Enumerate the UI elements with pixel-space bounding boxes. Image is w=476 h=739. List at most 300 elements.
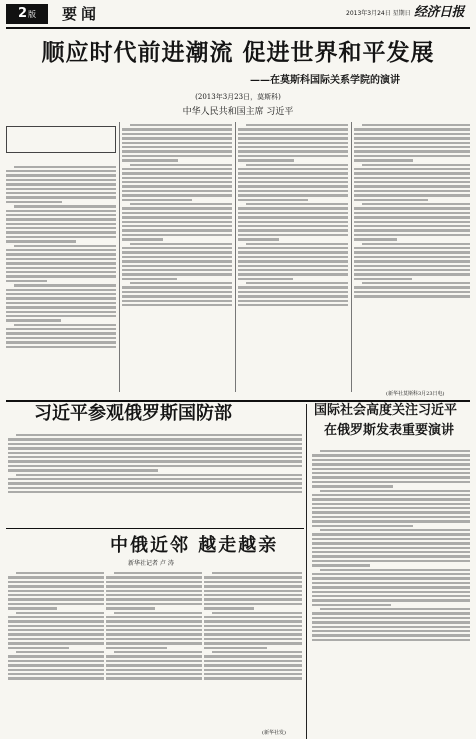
text-line [130,164,232,166]
text-line [238,278,293,280]
text-line [106,629,202,631]
text-line [14,245,116,247]
neighbors-body-column-3 [204,570,302,734]
text-line [204,581,302,583]
text-line [8,447,302,449]
text-line [8,452,302,454]
text-line [106,664,202,666]
text-line [6,258,116,260]
text-line [106,607,155,609]
text-line [238,273,348,275]
text-line [312,621,470,623]
text-line [8,625,104,627]
text-line [130,203,232,205]
text-line [312,525,413,527]
text-line [312,551,470,553]
text-line [354,128,470,130]
text-line [6,201,62,203]
text-line [122,269,232,271]
text-line [6,192,116,194]
text-line [122,251,232,253]
main-headline: 顺应时代前进潮流 促进世界和平发展 [41,40,435,66]
neighbors-body-column-2 [106,570,202,734]
text-line [106,603,202,605]
text-line [8,594,104,596]
text-line [354,199,428,201]
text-line [122,291,232,293]
text-line [8,669,104,671]
text-line [204,669,302,671]
text-line [354,159,413,161]
text-line [246,124,348,126]
text-line [122,256,232,258]
text-line [8,660,104,662]
text-line [354,137,470,139]
text-line [312,520,470,522]
text-line [362,243,470,245]
text-line [238,177,348,179]
page-number: 2 [17,6,28,21]
text-line [6,337,116,339]
text-line [122,185,232,187]
section-name: 要闻 [62,5,101,23]
text-line [238,247,348,249]
main-subheadline: ——在莫斯科国际关系学院的演讲 [250,75,400,86]
text-line [8,603,104,605]
text-line [204,576,302,578]
text-line [106,669,202,671]
text-line [204,664,302,666]
text-line [354,168,470,170]
text-line [122,212,232,214]
text-line [320,450,470,452]
text-line [246,164,348,166]
text-line [122,225,232,227]
text-line [312,555,470,557]
text-line [6,196,116,198]
text-line [204,655,302,657]
text-line [312,560,470,562]
section-divider [6,528,304,529]
text-line [204,642,302,644]
text-line [238,212,348,214]
text-line [8,465,302,467]
text-line [8,655,104,657]
text-line [8,438,302,440]
text-line [312,476,470,478]
text-line [8,590,104,592]
text-line [14,284,116,286]
issue-date: 2013年3月24日 星期日 [346,10,411,17]
text-line [130,124,232,126]
text-line [6,223,116,225]
text-line [354,155,470,157]
text-line [8,576,104,578]
reaction-headline-line1: 国际社会高度关注习近平 [314,403,458,418]
text-line [246,203,348,205]
text-line [312,617,470,619]
text-line [312,634,470,636]
neighbors-headline: 中俄近邻 越走越亲 [110,535,279,556]
text-line [354,247,470,249]
text-line [354,177,470,179]
text-line [312,639,470,641]
text-line [354,260,470,262]
text-line [204,673,302,675]
defense-visit-headline: 习近平参观俄罗斯国防部 [34,403,232,424]
text-line [246,282,348,284]
text-line [238,291,348,293]
text-line [238,251,348,253]
text-line [122,207,232,209]
text-line [354,150,470,152]
text-line [8,585,104,587]
text-line [354,207,470,209]
neighbors-credit: (新华社发) [262,730,286,736]
text-line [238,181,348,183]
text-line [204,590,302,592]
text-line [6,315,116,317]
text-line [204,629,302,631]
text-line [354,181,470,183]
text-line [204,585,302,587]
text-line [354,221,470,223]
text-line [6,267,116,269]
text-line [6,179,116,181]
text-line [204,625,302,627]
text-line [8,647,69,649]
text-line [6,289,116,291]
text-line [204,598,302,600]
text-line [312,547,470,549]
text-line [122,146,232,148]
text-line [312,582,470,584]
text-line [6,231,116,233]
text-line [122,177,232,179]
reaction-body [312,448,470,734]
text-line [122,155,232,157]
text-line [238,229,348,231]
text-line [354,190,470,192]
text-line [312,507,470,509]
lead-body-column-3 [238,122,348,392]
main-byline: 中华人民共和国主席 习近平 [182,107,294,117]
text-line [362,282,470,284]
text-line [106,655,202,657]
text-line [238,225,348,227]
text-line [354,238,397,240]
text-line [6,262,116,264]
text-line [204,633,302,635]
text-line [6,328,116,330]
text-line [8,633,104,635]
text-line [114,572,202,574]
text-line [238,265,348,267]
text-line [122,190,232,192]
text-line [8,491,302,493]
text-line [106,633,202,635]
text-line [354,133,470,135]
text-line [204,638,302,640]
neighbors-author: 新华社记者 卢 涛 [128,560,174,567]
text-line [8,487,302,489]
text-line [238,185,348,187]
text-line [16,434,302,436]
text-line [130,243,232,245]
lead-body-column-4 [354,122,470,384]
text-line [238,207,348,209]
text-line [212,651,302,653]
text-line [122,133,232,135]
text-line [354,194,470,196]
text-line [312,485,393,487]
text-line [354,234,470,236]
text-line [122,295,232,297]
neighbors-body-column-1 [8,570,104,734]
text-line [6,183,116,185]
text-line [238,146,348,148]
text-line [238,128,348,130]
text-line [238,256,348,258]
text-line [238,269,348,271]
text-line [354,142,470,144]
text-line [6,240,76,242]
text-line [238,190,348,192]
text-line [6,227,116,229]
text-line [8,581,104,583]
text-line [312,463,470,465]
text-line [106,598,202,600]
text-line [106,625,202,627]
text-line [312,511,470,513]
text-line [6,271,116,273]
text-line [354,273,470,275]
text-line [354,251,470,253]
text-line [130,282,232,284]
text-line [6,214,116,216]
text-line [106,677,202,679]
text-line [312,498,470,500]
text-line [212,572,302,574]
text-line [312,481,470,483]
text-line [238,172,348,174]
text-line [106,585,202,587]
text-line [122,181,232,183]
text-line [8,607,57,609]
text-line [204,594,302,596]
text-line [204,603,302,605]
text-line [6,306,116,308]
text-line [122,137,232,139]
text-line [212,612,302,614]
text-line [238,286,348,288]
text-line [106,581,202,583]
text-line [122,286,232,288]
newspaper-logo: 经济日报 [414,5,465,20]
text-line [122,260,232,262]
text-line [312,591,470,593]
text-line [238,150,348,152]
text-line [238,234,348,236]
text-line [122,194,232,196]
text-line [238,304,348,306]
text-line [312,472,470,474]
text-line [354,278,412,280]
text-line [6,275,116,277]
text-line [122,300,232,302]
text-line [14,324,116,326]
text-line [106,647,167,649]
text-line [106,673,202,675]
text-line [106,660,202,662]
text-line [238,238,279,240]
editor-note-box [6,126,116,153]
text-line [14,166,116,168]
text-line [204,620,302,622]
text-line [312,604,391,606]
text-line [320,490,470,492]
text-line [8,642,104,644]
text-line [312,595,470,597]
text-line [8,673,104,675]
text-line [238,260,348,262]
text-line [312,542,470,544]
text-line [312,538,470,540]
text-line [238,194,348,196]
text-line [122,216,232,218]
text-line [16,612,104,614]
text-line [312,612,470,614]
text-line [8,664,104,666]
text-line [362,124,470,126]
text-line [8,616,104,618]
dispatch-credit: (新华社莫斯科3月23日电) [386,391,445,397]
text-line [204,677,302,679]
text-line [8,598,104,600]
text-line [122,273,232,275]
text-line [122,142,232,144]
text-line [6,341,116,343]
text-line [106,638,202,640]
text-line [354,229,470,231]
text-line [312,468,470,470]
text-line [8,620,104,622]
text-line [6,174,116,176]
text-line [114,612,202,614]
text-line [204,660,302,662]
text-line [312,459,470,461]
text-line [312,626,470,628]
text-line [312,454,470,456]
text-line [354,225,470,227]
text-line [204,607,254,609]
text-line [354,291,470,293]
defense-visit-body [8,432,302,524]
masthead [6,3,470,29]
text-line [312,564,370,566]
text-line [354,172,470,174]
text-line [122,221,232,223]
text-line [6,253,116,255]
text-line [238,199,308,201]
text-line [106,576,202,578]
text-line [122,199,192,201]
column-divider [119,122,120,392]
column-divider [235,122,236,392]
text-line [354,265,470,267]
text-line [122,229,232,231]
text-line [6,218,116,220]
text-line [246,243,348,245]
text-line [106,642,202,644]
text-line [122,238,163,240]
text-line [354,216,470,218]
text-line [8,460,302,462]
text-line [122,172,232,174]
text-line [238,168,348,170]
column-divider [351,122,352,392]
text-line [16,572,104,574]
text-line [6,188,116,190]
text-line [238,142,348,144]
text-line [8,638,104,640]
text-line [238,216,348,218]
column-divider [306,404,307,739]
text-line [362,203,470,205]
text-line [6,332,116,334]
lead-body-column-1 [6,122,116,392]
text-line [122,168,232,170]
text-line [312,630,470,632]
text-line [320,529,470,531]
text-line [354,212,470,214]
lead-body-column-2 [122,122,232,392]
text-line [122,234,232,236]
text-line [204,647,267,649]
text-line [312,516,470,518]
text-line [6,236,116,238]
text-line [106,594,202,596]
text-line [122,128,232,130]
text-line [122,304,232,306]
text-line [354,295,470,297]
text-line [122,247,232,249]
text-line [16,651,104,653]
reaction-headline-line2: 在俄罗斯发表重要演讲 [324,423,455,438]
text-line [6,249,116,251]
text-line [6,293,116,295]
text-line [312,586,470,588]
text-line [6,319,61,321]
text-line [238,133,348,135]
text-line [312,503,470,505]
text-line [320,569,470,571]
text-line [354,146,470,148]
text-line [312,573,470,575]
text-line [312,577,470,579]
text-line [106,620,202,622]
text-line [8,469,158,471]
text-line [14,205,116,207]
text-line [6,210,116,212]
text-line [238,155,348,157]
text-line [6,346,116,348]
text-line [16,474,302,476]
text-line [312,533,470,535]
text-line [6,170,116,172]
text-line [362,164,470,166]
text-line [238,221,348,223]
